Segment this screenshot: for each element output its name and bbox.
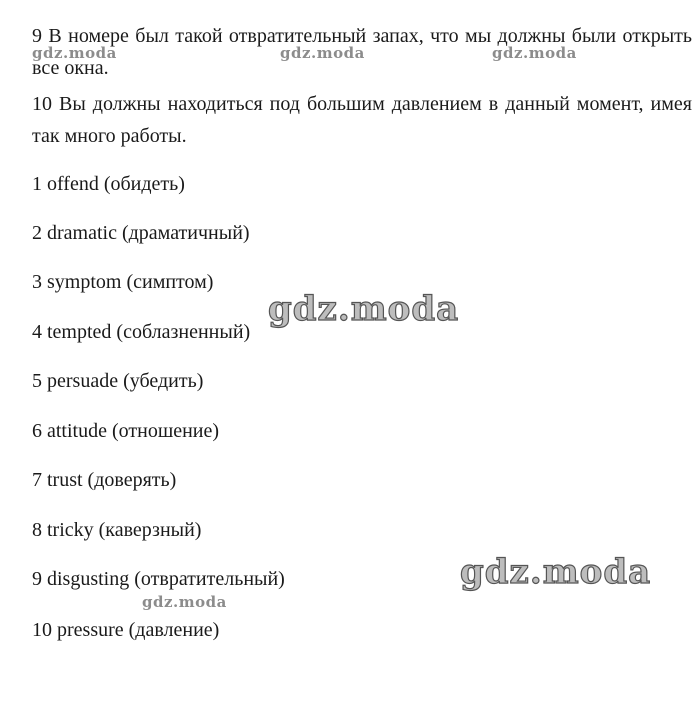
vocab-item-4: 4 tempted (соблазненный)	[32, 321, 251, 343]
watermark: gdz.moda	[460, 552, 652, 592]
vocab-item-5: 5 persuade (убедить)	[32, 370, 204, 392]
translation-sentence-10: 10 Вы должны находиться под большим давлением в данный момент, имея так много работы.	[32, 93, 692, 147]
watermark: gdz.moda	[142, 593, 227, 611]
translation-sentence-9: 9 В номере был такой отвратительный запах, что мы должны были открыть все окна.	[32, 25, 692, 79]
vocab-item-6: 6 attitude (отношение)	[32, 420, 220, 442]
watermark: gdz.moda	[268, 289, 460, 329]
vocab-item-8: 8 tricky (каверзный)	[32, 519, 202, 541]
vocab-item-1: 1 offend (обидеть)	[32, 173, 185, 195]
watermark: gdz.moda	[492, 44, 577, 62]
watermark: gdz.moda	[32, 44, 117, 62]
vocab-item-7: 7 trust (доверять)	[32, 469, 177, 491]
vocab-item-2: 2 dramatic (драматичный)	[32, 222, 250, 244]
vocab-item-10: 10 pressure (давление)	[32, 619, 220, 641]
watermark: gdz.moda	[280, 44, 365, 62]
vocab-item-9: 9 disgusting (отвратительный)	[32, 568, 285, 590]
vocab-item-3: 3 symptom (симптом)	[32, 271, 214, 293]
